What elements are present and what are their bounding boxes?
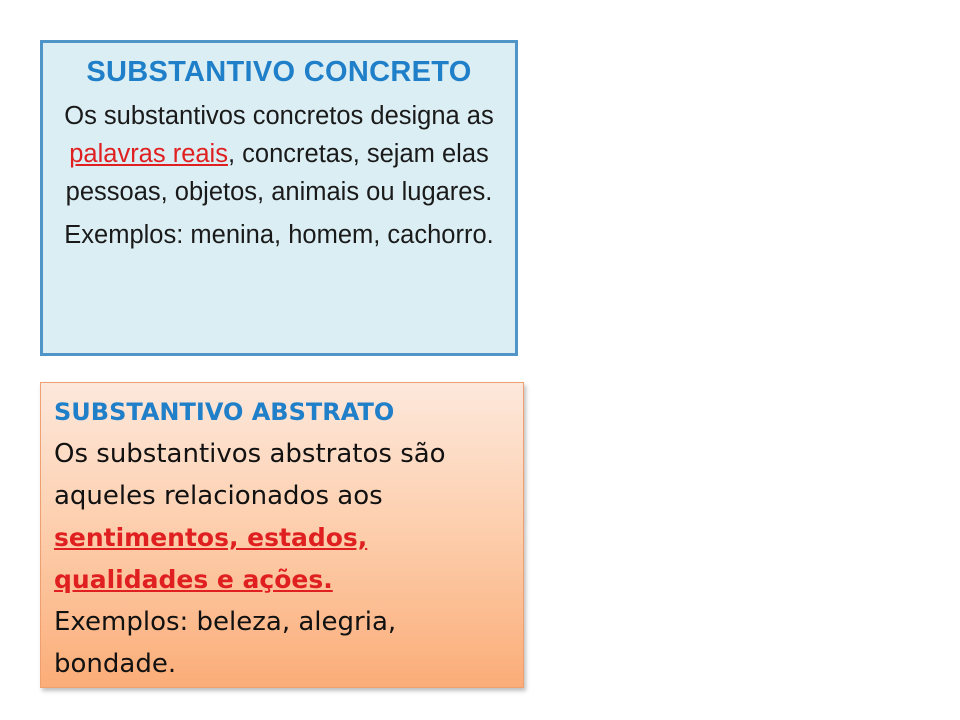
abstrato-title: SUBSTANTIVO ABSTRATO [54,398,395,426]
abstrato-examples-1: Exemplos: beleza, alegria, [54,607,397,637]
substantivo-abstrato-box [40,382,524,688]
concreto-highlight: palavras reais [69,140,228,168]
concreto-text-after: , concretas, sejam elas pessoas, objetos, animais ou lugares. [65,140,493,206]
abstrato-line-2: aqueles relacionados aos [54,481,383,511]
substantivo-concreto-box [40,40,518,356]
abstrato-highlight-2-text: qualidades e ações. [54,565,333,594]
concreto-text-before: Os substantivos concretos designa as [64,102,494,130]
concreto-examples: Exemplos: menina, homem, cachorro. [64,221,494,249]
concreto-definition [57,97,501,211]
abstrato-line-1: Os substantivos abstratos são [54,439,446,469]
concreto-title: SUBSTANTIVO CONCRETO [86,56,472,88]
abstrato-highlight-1-text: sentimentos, estados, [54,523,368,552]
abstrato-examples-2: bondade. [54,649,177,679]
abstrato-highlight-1 [54,517,523,559]
abstrato-highlight-2 [54,559,523,601]
